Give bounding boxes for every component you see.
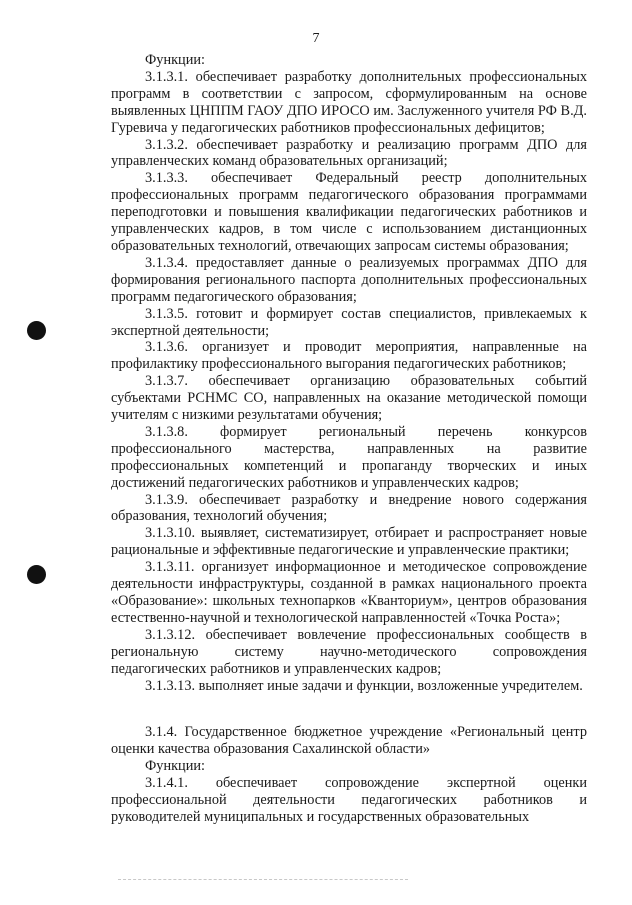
paragraph: Функции:: [145, 52, 205, 68]
paragraph: 3.1.3.8. формирует региональный перечень конкурсов профессионального мастерства, направленных на развитие профессиональных компетенций и пропаганду творческих и иных достижений педагогических работников и управленческих кадров;: [111, 423, 587, 491]
paragraph: 3.1.3.4. предоставляет данные о реализуемых программах ДПО для формирования регионального паспорта дополнительных профессиональных программ педагогического образования;: [111, 254, 587, 305]
paragraph: 3.1.3.2. обеспечивает разработку и реализацию программ ДПО для управленческих команд образовательных организаций;: [111, 136, 587, 170]
scan-artifact-line: [118, 879, 408, 880]
paragraph: Функции:: [145, 758, 205, 775]
paragraph: 3.1.3.6. организует и проводит мероприятия, направленные на профилактику профессионального выгорания педагогических работников;: [111, 339, 587, 373]
paragraph: 3.1.3.9. обеспечивает разработку и внедрение нового содержания образования, технологий обучения;: [111, 491, 587, 525]
paragraph: 3.1.3.10. выявляет, систематизирует, отбирает и распространяет новые рациональные и эффективные педагогические и управленческие практики;: [111, 525, 587, 559]
paragraph: 3.1.3.1. обеспечивает разработку дополнительных профессиональных программ в соответствии с запросом, сформулированным на основе выявленных ЦНППМ ГАОУ ДПО ИРОСО им. Заслуженного учителя РФ В.Д. Гуревича у педагогических работников профессиональных дефицитов;: [111, 68, 587, 136]
paragraph: 3.1.4.1. обеспечивает сопровождение экспертной оценки профессиональной деятельности педагогических работников и руководителей муниципальных и государственных образовательных: [111, 775, 587, 825]
paragraph: 3.1.3.5. готовит и формирует состав специалистов, привлекаемых к экспертной деятельности;: [111, 305, 587, 339]
punch-hole-mark: [27, 321, 46, 340]
paragraph: 3.1.3.11. организует информационное и методическое сопровождение деятельности инфраструктуры, созданной в рамках национального проекта «Образование»: школьных технопарков «Кванториум», центров образования естественно-научной и технологической направленностей «Точка Роста»;: [111, 559, 587, 626]
paragraph: 3.1.3.3. обеспечивает Федеральный реестр дополнительных профессиональных программ педагогического образования программами переподготовки и повышения квалификации педагогических работников и управленческих кадров, в том числе с использованием дистанционных образовательных технологий, отвечающих запросам системы образования;: [111, 170, 587, 254]
document-body: [111, 52, 587, 826]
paragraph: 3.1.3.13. выполняет иные задачи и функции, возложенные учредителем.: [145, 677, 583, 694]
paragraph: 3.1.3.7. обеспечивает организацию образовательных событий субъектами РСНМС СО, направленных на оказание методической помощи учителям с низкими результатами обучения;: [111, 373, 587, 424]
punch-hole-mark: [27, 565, 46, 584]
paragraph: 3.1.3.12. обеспечивает вовлечение профессиональных сообществ в региональную систему научно-методического сопровождения педагогических работников и управленческих кадров;: [111, 626, 587, 677]
page-number: 7: [312, 31, 320, 46]
paragraph: 3.1.4. Государственное бюджетное учреждение «Региональный центр оценки качества образования Сахалинской области»: [111, 724, 587, 758]
section-gap: [111, 694, 587, 724]
